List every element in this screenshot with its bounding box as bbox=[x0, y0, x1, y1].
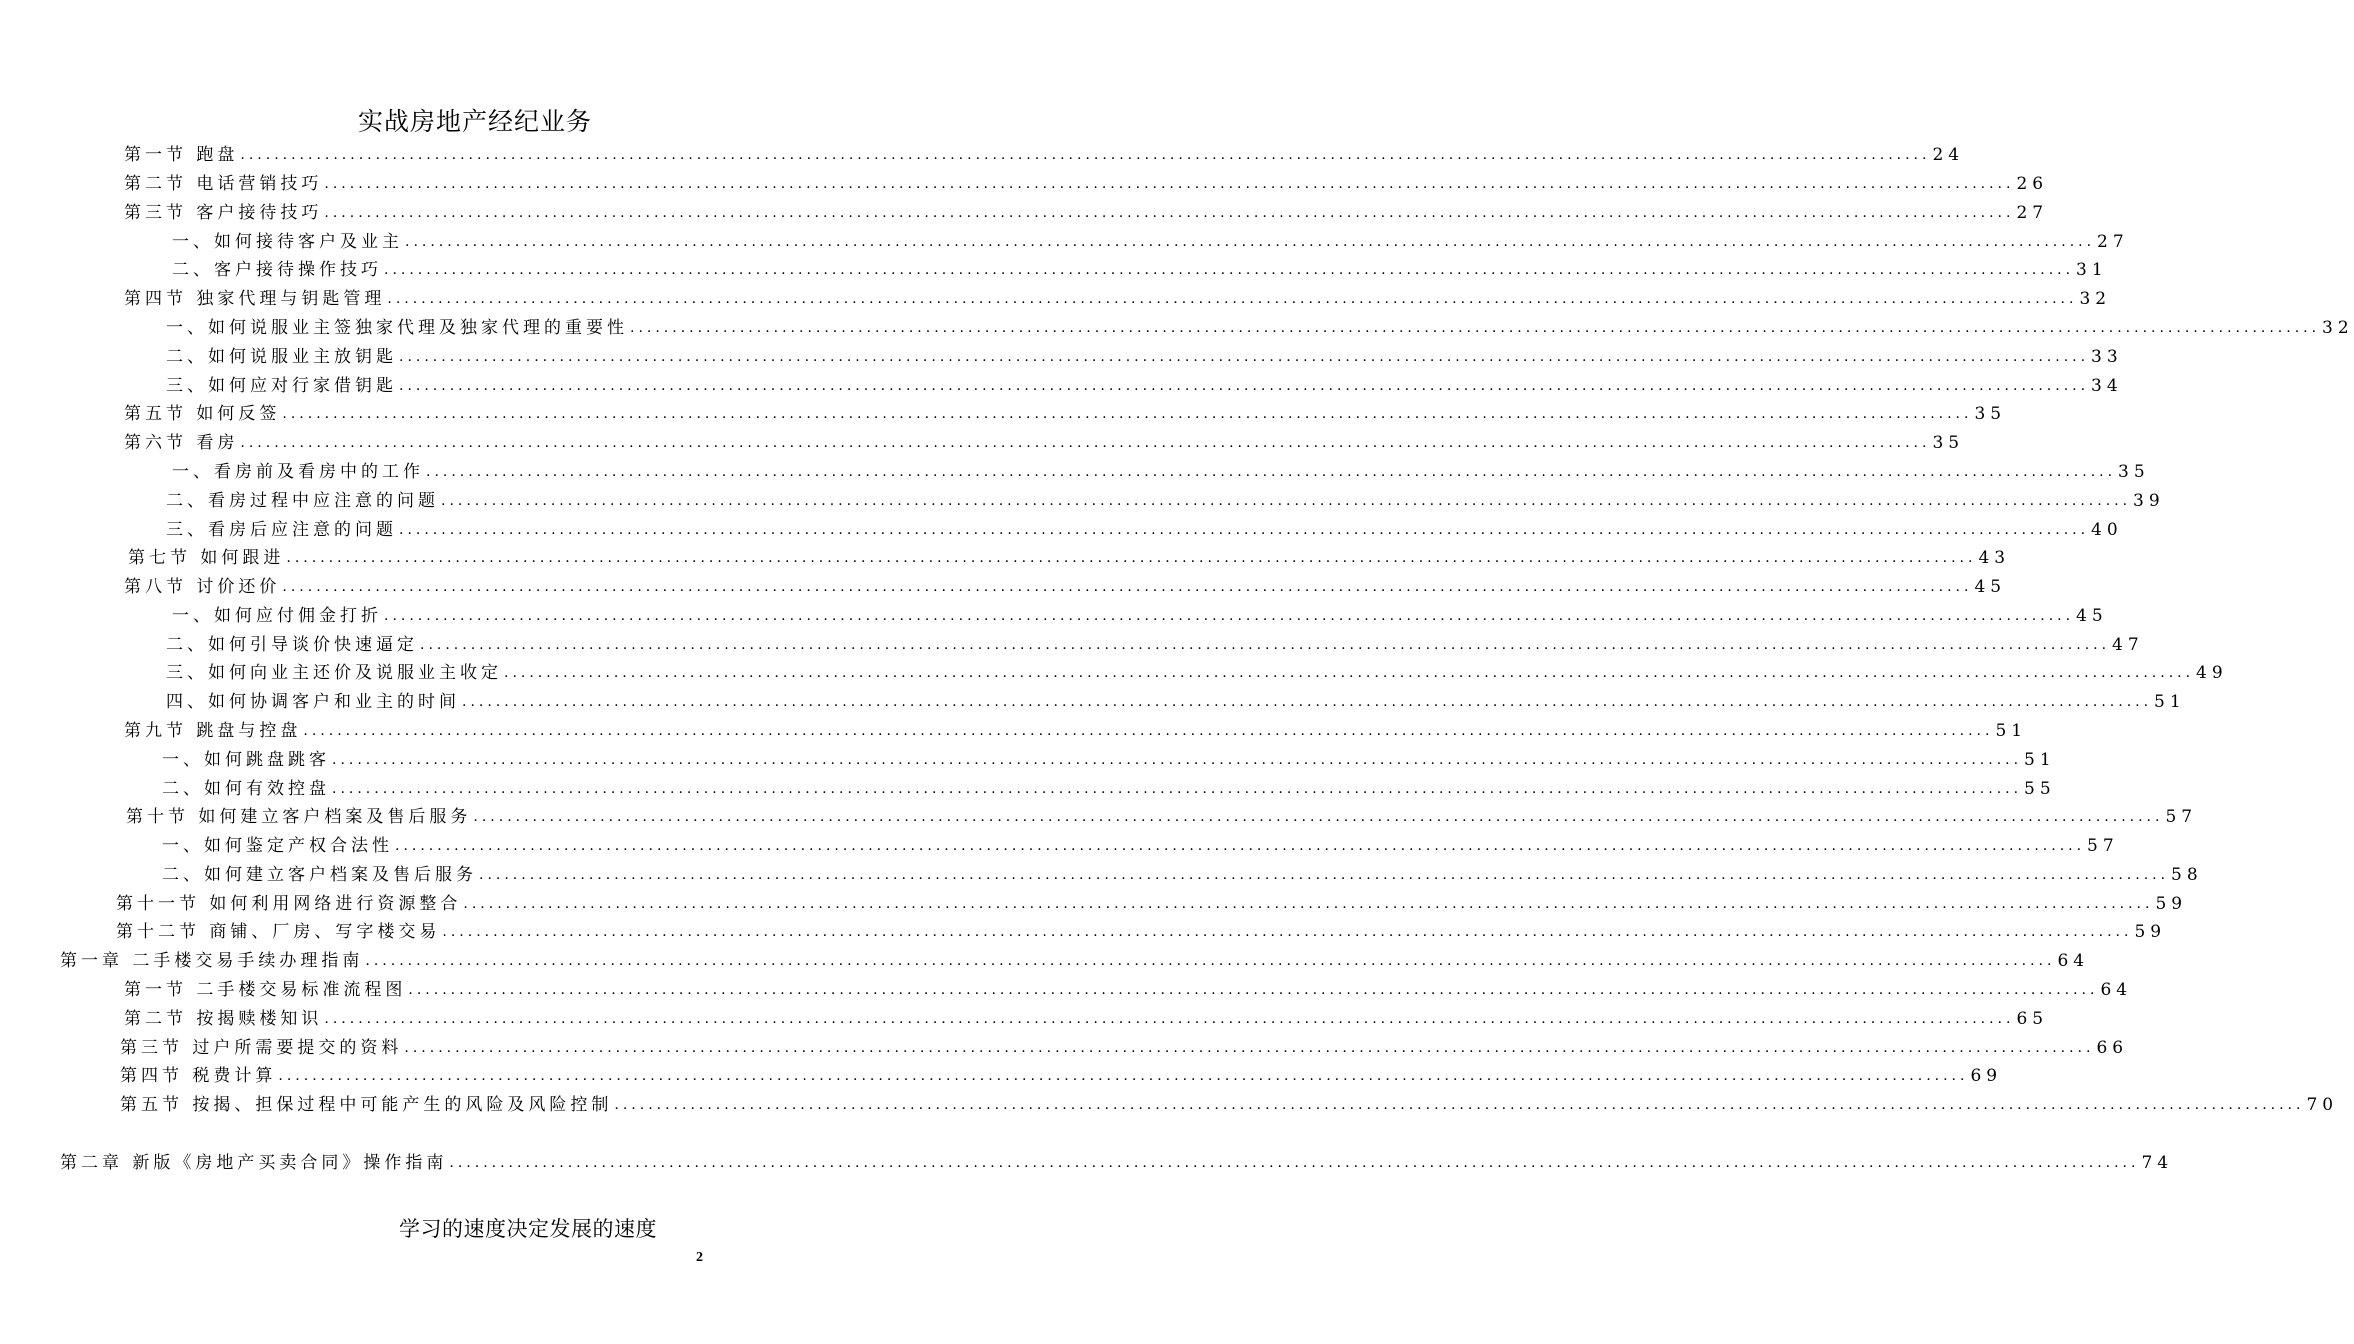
toc-entry-label: 第十节 如何建立客户档案及售后服务 bbox=[126, 807, 472, 827]
toc-entry-page: 69 bbox=[1970, 1066, 2003, 1086]
toc-entry[interactable] bbox=[124, 717, 2028, 745]
toc-entry-label: 第十一节 如何利用网络进行资源整合 bbox=[116, 894, 462, 914]
toc-entry-page: 35 bbox=[1932, 433, 1965, 453]
toc-entry-label: 一、如何应付佣金打折 bbox=[172, 606, 382, 626]
toc-entry[interactable] bbox=[166, 372, 2123, 400]
toc-leader-dots: ........................................................................................................................................................................................................ bbox=[384, 262, 2075, 278]
toc-entry[interactable] bbox=[124, 400, 2007, 428]
toc-entry-page: 24 bbox=[1932, 145, 1965, 165]
toc-entry-page: 43 bbox=[1978, 548, 2011, 568]
toc-entry-page: 34 bbox=[2091, 376, 2123, 396]
toc-leader-dots: ........................................................................................................................................................................................................ bbox=[408, 982, 2099, 998]
toc-leader-dots: ........................................................................................................................................................................................................ bbox=[395, 838, 2086, 854]
toc-entry-label: 四、如何协调客户和业主的时间 bbox=[166, 692, 460, 712]
toc-entry-page: 51 bbox=[2154, 692, 2186, 712]
toc-entry-label: 一、如何鉴定产权合法性 bbox=[162, 836, 393, 856]
toc-entry-label: 第四节 独家代理与钥匙管理 bbox=[124, 289, 386, 309]
toc-entry-page: 64 bbox=[2057, 951, 2090, 971]
toc-leader-dots: ........................................................................................................................................................................................................ bbox=[630, 320, 2321, 336]
toc-leader-dots: ........................................................................................................................................................................................................ bbox=[449, 1155, 2140, 1171]
toc-entry-label: 三、如何应对行家借钥匙 bbox=[166, 376, 397, 396]
toc-entry-page: 49 bbox=[2196, 663, 2228, 683]
toc-leader-dots: ........................................................................................................................................................................................................ bbox=[324, 205, 2015, 221]
toc-entry-label: 一、如何跳盘跳客 bbox=[162, 750, 330, 770]
footer-slogan: 学习的速度决定发展的速度 bbox=[399, 1217, 657, 1241]
toc-entry[interactable] bbox=[128, 544, 2011, 572]
toc-entry[interactable] bbox=[166, 487, 2165, 515]
toc-entry-page: 45 bbox=[1974, 577, 2007, 597]
toc-entry[interactable] bbox=[60, 1149, 2174, 1177]
toc-entry-label: 三、看房后应注意的问题 bbox=[166, 520, 397, 540]
document-title: 实战房地产经纪业务 bbox=[357, 107, 592, 136]
page-number: 2 bbox=[696, 1250, 703, 1265]
toc-entry[interactable] bbox=[124, 141, 1965, 169]
toc-entry[interactable] bbox=[124, 170, 2049, 198]
toc-leader-dots: ........................................................................................................................................................................................................ bbox=[332, 752, 2023, 768]
toc-entry[interactable] bbox=[60, 947, 2090, 975]
toc-entry-page: 51 bbox=[1995, 721, 2028, 741]
toc-leader-dots: ........................................................................................................................................................................................................ bbox=[282, 406, 1973, 422]
toc-entry[interactable] bbox=[124, 199, 2049, 227]
toc-entry[interactable] bbox=[172, 256, 2108, 284]
toc-entry-page: 39 bbox=[2133, 491, 2165, 511]
toc-leader-dots: ........................................................................................................................................................................................................ bbox=[504, 665, 2195, 681]
toc-leader-dots: ........................................................................................................................................................................................................ bbox=[286, 550, 1977, 566]
toc-entry-page: 59 bbox=[2134, 922, 2167, 942]
toc-entry[interactable] bbox=[162, 746, 2056, 774]
toc-entry[interactable] bbox=[172, 228, 2129, 256]
toc-entry-label: 第一节 跑盘 bbox=[124, 145, 239, 165]
toc-entry-page: 33 bbox=[2091, 347, 2123, 367]
toc-leader-dots: ........................................................................................................................................................................................................ bbox=[420, 637, 2111, 653]
toc-leader-dots: ........................................................................................................................................................................................................ bbox=[399, 522, 2090, 538]
toc-entry-label: 第二节 按揭赎楼知识 bbox=[124, 1009, 323, 1029]
toc-leader-dots: ........................................................................................................................................................................................................ bbox=[404, 1040, 2095, 1056]
toc-entry[interactable] bbox=[124, 573, 2007, 601]
toc-entry-page: 57 bbox=[2165, 807, 2198, 827]
toc-entry[interactable] bbox=[116, 890, 2188, 918]
toc-entry-page: 31 bbox=[2076, 260, 2108, 280]
toc-entry-page: 66 bbox=[2096, 1038, 2129, 1058]
toc-entry-label: 第九节 跳盘与控盘 bbox=[124, 721, 302, 741]
toc-entry-page: 57 bbox=[2087, 836, 2119, 856]
toc-entry-page: 64 bbox=[2100, 980, 2133, 1000]
toc-leader-dots: ........................................................................................................................................................................................................ bbox=[441, 493, 2132, 509]
toc-leader-dots: ........................................................................................................................................................................................................ bbox=[324, 176, 2015, 192]
toc-entry-label: 一、看房前及看房中的工作 bbox=[172, 462, 424, 482]
toc-entry[interactable] bbox=[124, 976, 2133, 1004]
toc-entry-label: 第五节 如何反签 bbox=[124, 404, 281, 424]
toc-leader-dots: ........................................................................................................................................................................................................ bbox=[462, 694, 2153, 710]
toc-entry-label: 二、看房过程中应注意的问题 bbox=[166, 491, 439, 511]
toc-entry-page: 74 bbox=[2141, 1153, 2174, 1173]
toc-entry-label: 第一节 二手楼交易标准流程图 bbox=[124, 980, 407, 1000]
toc-entry[interactable] bbox=[166, 688, 2186, 716]
toc-entry[interactable] bbox=[166, 631, 2144, 659]
toc-entry-label: 二、客户接待操作技巧 bbox=[172, 260, 382, 280]
toc-entry-label: 第二节 电话营销技巧 bbox=[124, 174, 323, 194]
toc-leader-dots: ........................................................................................................................................................................................................ bbox=[365, 953, 2056, 969]
toc-entry[interactable] bbox=[162, 861, 2203, 889]
toc-leader-dots: ........................................................................................................................................................................................................ bbox=[384, 608, 2075, 624]
toc-entry-page: 26 bbox=[2016, 174, 2049, 194]
toc-entry-page: 35 bbox=[1974, 404, 2007, 424]
toc-leader-dots: ........................................................................................................................................................................................................ bbox=[332, 781, 2023, 797]
toc-entry[interactable] bbox=[124, 1005, 2049, 1033]
toc-entry-label: 第十二节 商铺、厂房、写字楼交易 bbox=[116, 922, 441, 942]
toc-entry-page: 27 bbox=[2016, 203, 2049, 223]
toc-entry-page: 65 bbox=[2016, 1009, 2049, 1029]
toc-entry-page: 58 bbox=[2171, 865, 2203, 885]
toc-leader-dots: ........................................................................................................................................................................................................ bbox=[614, 1097, 2305, 1113]
toc-leader-dots: ........................................................................................................................................................................................................ bbox=[303, 723, 1994, 739]
toc-leader-dots: ........................................................................................................................................................................................................ bbox=[473, 809, 2164, 825]
toc-entry-label: 第三节 客户接待技巧 bbox=[124, 203, 323, 223]
toc-entry-page: 55 bbox=[2024, 779, 2056, 799]
toc-entry-label: 第一章 二手楼交易手续办理指南 bbox=[60, 951, 364, 971]
toc-entry[interactable] bbox=[166, 516, 2123, 544]
toc-entry-label: 二、如何建立客户档案及售后服务 bbox=[162, 865, 477, 885]
toc-entry[interactable] bbox=[172, 458, 2150, 486]
toc-entry-label: 第三节 过户所需要提交的资料 bbox=[120, 1038, 403, 1058]
toc-leader-dots: ........................................................................................................................................................................................................ bbox=[405, 234, 2096, 250]
toc-entry[interactable] bbox=[162, 832, 2119, 860]
toc-entry-page: 47 bbox=[2112, 635, 2144, 655]
toc-entry-page: 70 bbox=[2306, 1095, 2339, 1115]
toc-leader-dots: ........................................................................................................................................................................................................ bbox=[278, 1068, 1969, 1084]
toc-entry[interactable] bbox=[120, 1091, 2339, 1119]
toc-entry-label: 二、如何有效控盘 bbox=[162, 779, 330, 799]
toc-entry-page: 35 bbox=[2118, 462, 2150, 482]
toc-leader-dots: ........................................................................................................................................................................................................ bbox=[240, 147, 1931, 163]
toc-entry[interactable] bbox=[120, 1062, 2003, 1090]
toc-entry[interactable] bbox=[126, 803, 2198, 831]
toc-leader-dots: ........................................................................................................................................................................................................ bbox=[426, 464, 2117, 480]
toc-leader-dots: ........................................................................................................................................................................................................ bbox=[479, 867, 2170, 883]
toc-entry[interactable] bbox=[124, 285, 2112, 313]
toc-leader-dots: ........................................................................................................................................................................................................ bbox=[399, 378, 2090, 394]
toc-entry[interactable] bbox=[166, 659, 2228, 687]
toc-entry-page: 32 bbox=[2322, 318, 2354, 338]
toc-entry-label: 二、如何说服业主放钥匙 bbox=[166, 347, 397, 367]
toc-entry-label: 二、如何引导谈价快速逼定 bbox=[166, 635, 418, 655]
toc-leader-dots: ........................................................................................................................................................................................................ bbox=[399, 349, 2090, 365]
toc-entry-page: 27 bbox=[2097, 232, 2129, 252]
toc-entry[interactable] bbox=[166, 343, 2123, 371]
toc-entry-page: 51 bbox=[2024, 750, 2056, 770]
toc-entry-label: 第六节 看房 bbox=[124, 433, 239, 453]
toc-entry-label: 一、如何接待客户及业主 bbox=[172, 232, 403, 252]
toc-entry-page: 32 bbox=[2079, 289, 2112, 309]
toc-leader-dots: ........................................................................................................................................................................................................ bbox=[282, 579, 1973, 595]
toc-entry-page: 59 bbox=[2155, 894, 2188, 914]
toc-entry-label: 一、如何说服业主签独家代理及独家代理的重要性 bbox=[166, 318, 628, 338]
toc-entry-label: 第八节 讨价还价 bbox=[124, 577, 281, 597]
toc-entry[interactable] bbox=[116, 918, 2167, 946]
toc-leader-dots: ........................................................................................................................................................................................................ bbox=[463, 896, 2154, 912]
toc-entry[interactable] bbox=[162, 775, 2056, 803]
toc-leader-dots: ........................................................................................................................................................................................................ bbox=[324, 1011, 2015, 1027]
toc-entry-label: 第二章 新版《房地产买卖合同》操作指南 bbox=[60, 1153, 448, 1173]
toc-entry-label: 第四节 税费计算 bbox=[120, 1066, 277, 1086]
toc-entry-label: 第七节 如何跟进 bbox=[128, 548, 285, 568]
toc-leader-dots: ........................................................................................................................................................................................................ bbox=[240, 435, 1931, 451]
toc-entry[interactable] bbox=[124, 429, 1965, 457]
toc-entry-label: 三、如何向业主还价及说服业主收定 bbox=[166, 663, 502, 683]
toc-entry[interactable] bbox=[166, 314, 2354, 342]
toc-entry-label: 第五节 按揭、担保过程中可能产生的风险及风险控制 bbox=[120, 1095, 613, 1115]
toc-entry-page: 45 bbox=[2076, 606, 2108, 626]
toc-entry[interactable] bbox=[172, 602, 2108, 630]
toc-leader-dots: ........................................................................................................................................................................................................ bbox=[442, 924, 2133, 940]
toc-entry[interactable] bbox=[120, 1034, 2129, 1062]
toc-entry-page: 40 bbox=[2091, 520, 2123, 540]
toc-leader-dots: ........................................................................................................................................................................................................ bbox=[387, 291, 2078, 307]
